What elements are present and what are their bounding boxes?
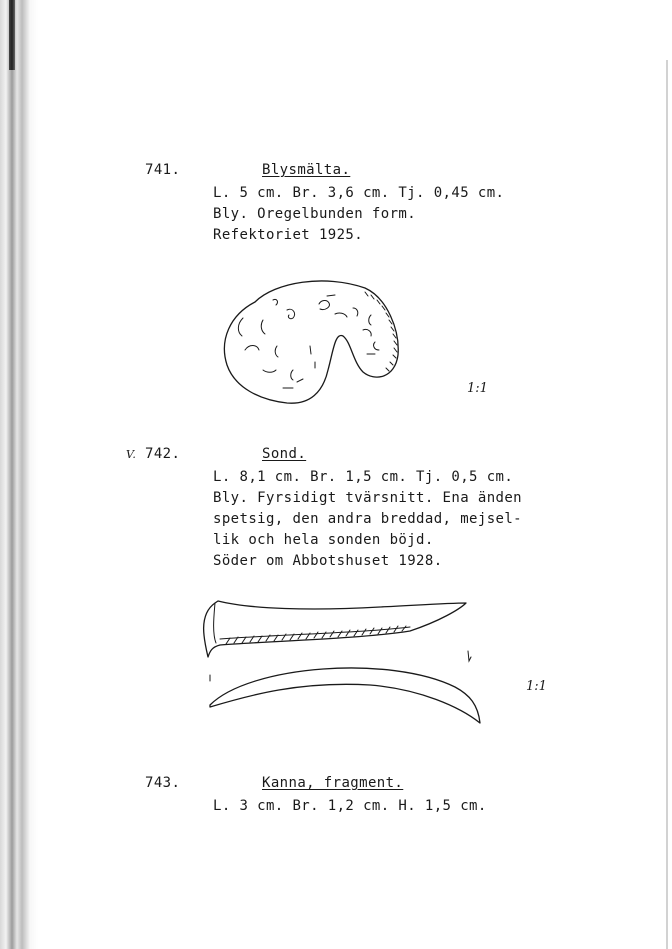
entry-741-scale: 1:1 [467, 381, 488, 396]
binding-edge [0, 0, 38, 949]
entry-742-margin-mark: V. [126, 448, 137, 461]
entry-741-number: 741. [145, 162, 181, 178]
entry-741-line-3: Refektoriet 1925. [213, 227, 364, 243]
entry-742-line-1: L. 8,1 cm. Br. 1,5 cm. Tj. 0,5 cm. [213, 469, 514, 485]
entry-741-title: Blysmälta. [262, 162, 351, 178]
entry-741-line-2: Bly. Oregelbunden form. [213, 206, 417, 222]
entry-742-number: 742. [145, 446, 181, 462]
entry-741-line-1: L. 5 cm. Br. 3,6 cm. Tj. 0,45 cm. [213, 185, 505, 201]
binding-clip [9, 0, 15, 70]
page-edge [666, 60, 668, 949]
entry-742-line-5: Söder om Abbotshuset 1928. [213, 553, 443, 569]
entry-743-line-1: L. 3 cm. Br. 1,2 cm. H. 1,5 cm. [213, 798, 487, 814]
entry-742-line-3: spetsig, den andra breddad, mejsel- [213, 511, 523, 527]
entry-742-title: Sond. [262, 446, 307, 462]
entry-743-number: 743. [145, 775, 181, 791]
entry-741-sketch [215, 270, 488, 415]
entry-742-sketch [190, 595, 547, 730]
entry-742-line-2: Bly. Fyrsidigt tvärsnitt. Ena änden [213, 490, 523, 506]
entry-742-line-4: lik och hela sonden böjd. [213, 532, 434, 548]
entry-743-title: Kanna, fragment. [262, 775, 404, 791]
entry-742-scale: 1:1 [526, 679, 547, 694]
